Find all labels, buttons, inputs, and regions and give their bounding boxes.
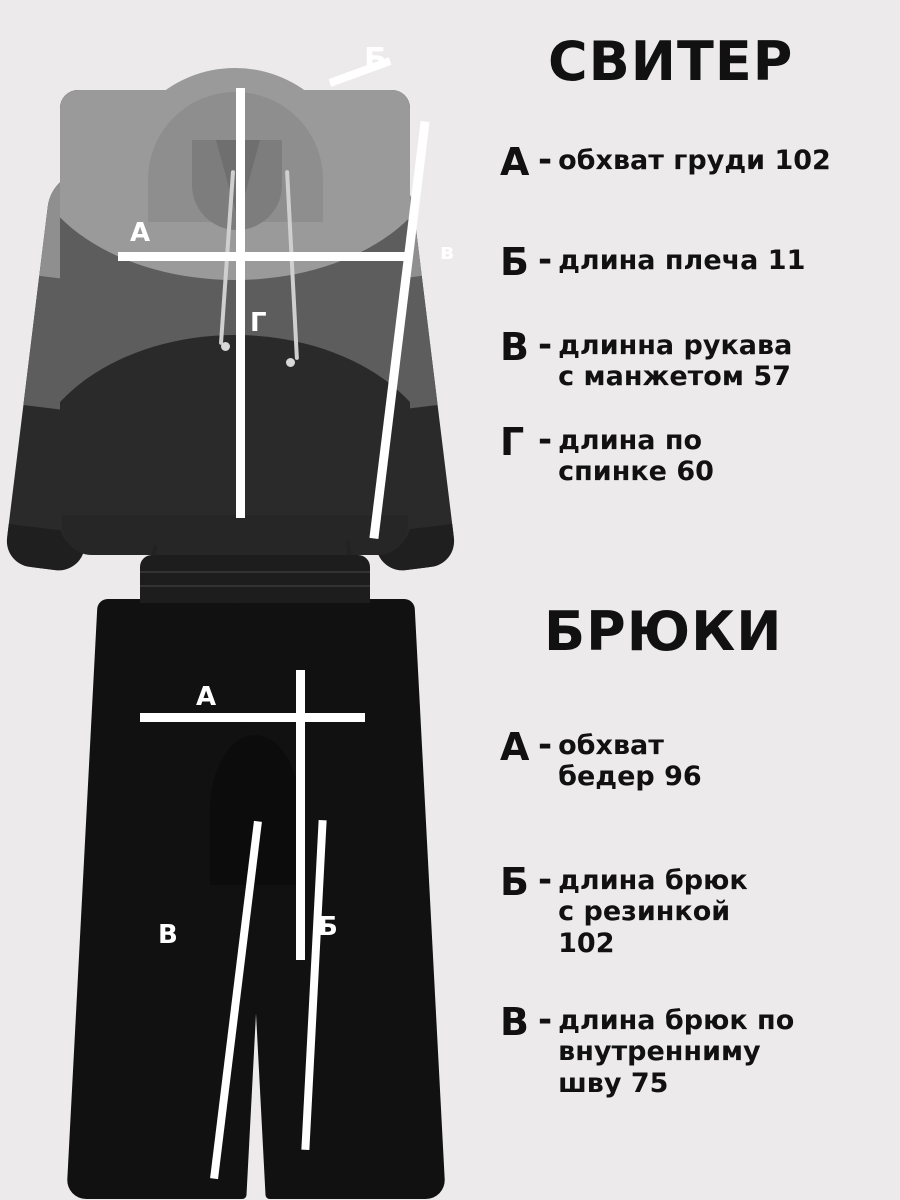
- pants-mark-v-label: В: [158, 920, 178, 950]
- measurement-key: Б: [500, 860, 529, 904]
- pants-mark-a-line: [140, 713, 365, 722]
- measurement-key: В: [500, 1000, 529, 1044]
- pants-title: БРЮКИ: [544, 600, 783, 663]
- measurement-dash: -: [538, 140, 553, 180]
- measurement-value: длина плеча 11: [558, 245, 806, 276]
- drawstring-tip-right: [286, 358, 295, 367]
- measurement-key: А: [500, 140, 530, 184]
- pants-right-leg: [234, 599, 445, 1199]
- measurement-value: длинна рукава с манжетом 57: [558, 330, 793, 393]
- sweater-illustration: [20, 20, 480, 580]
- sweater-mark-a-label: А: [130, 218, 151, 248]
- sweater-mark-g-label: Г: [250, 308, 267, 338]
- pants-measurement-row: [500, 860, 900, 959]
- pants-measurement-row: [500, 1000, 900, 1099]
- drawstring-tip-left: [221, 342, 230, 351]
- measurements-panel: [498, 0, 900, 1200]
- measurement-dash: -: [538, 420, 553, 460]
- measurement-value: обхват бедер 96: [558, 730, 702, 793]
- pants-mark-vertical-line: [296, 670, 305, 960]
- measurement-dash: -: [538, 325, 553, 365]
- measurement-key: А: [500, 725, 530, 769]
- measurement-value: длина брюк с резинкой 102: [558, 865, 748, 959]
- pants-illustration: [60, 555, 460, 1195]
- pants-mark-a-label: А: [196, 682, 217, 712]
- measurement-dash: -: [538, 1000, 553, 1040]
- measurement-key: Г: [500, 420, 525, 464]
- measurement-key: В: [500, 325, 529, 369]
- sweater-measurement-row: [500, 240, 900, 284]
- measurement-value: обхват груди 102: [558, 145, 831, 176]
- sweater-mark-g-line: [236, 88, 245, 518]
- pants-mark-b-label: Б: [318, 912, 338, 942]
- measurement-dash: -: [538, 725, 553, 765]
- sweater-hem: [62, 515, 408, 555]
- sweater-measurement-row: [500, 140, 900, 184]
- measurement-dash: -: [538, 240, 553, 280]
- pants-waistband: [140, 555, 370, 603]
- sweater-mark-a-line: [118, 252, 408, 261]
- measurement-key: Б: [500, 240, 529, 284]
- sweater-mark-v-label: в: [440, 240, 454, 265]
- sweater-title: СВИТЕР: [548, 30, 794, 93]
- sweater-colorblock-mid: [60, 210, 410, 410]
- sweater-mark-b-label: Б: [364, 42, 387, 77]
- pants-measurement-row: [500, 725, 900, 793]
- sweater-measurement-row: [500, 325, 900, 393]
- sweater-measurement-row: [500, 420, 900, 488]
- measurement-value: длина брюк по внутренниму шву 75: [558, 1005, 795, 1099]
- measurement-dash: -: [538, 860, 553, 900]
- measurement-value: длина по спинке 60: [558, 425, 714, 488]
